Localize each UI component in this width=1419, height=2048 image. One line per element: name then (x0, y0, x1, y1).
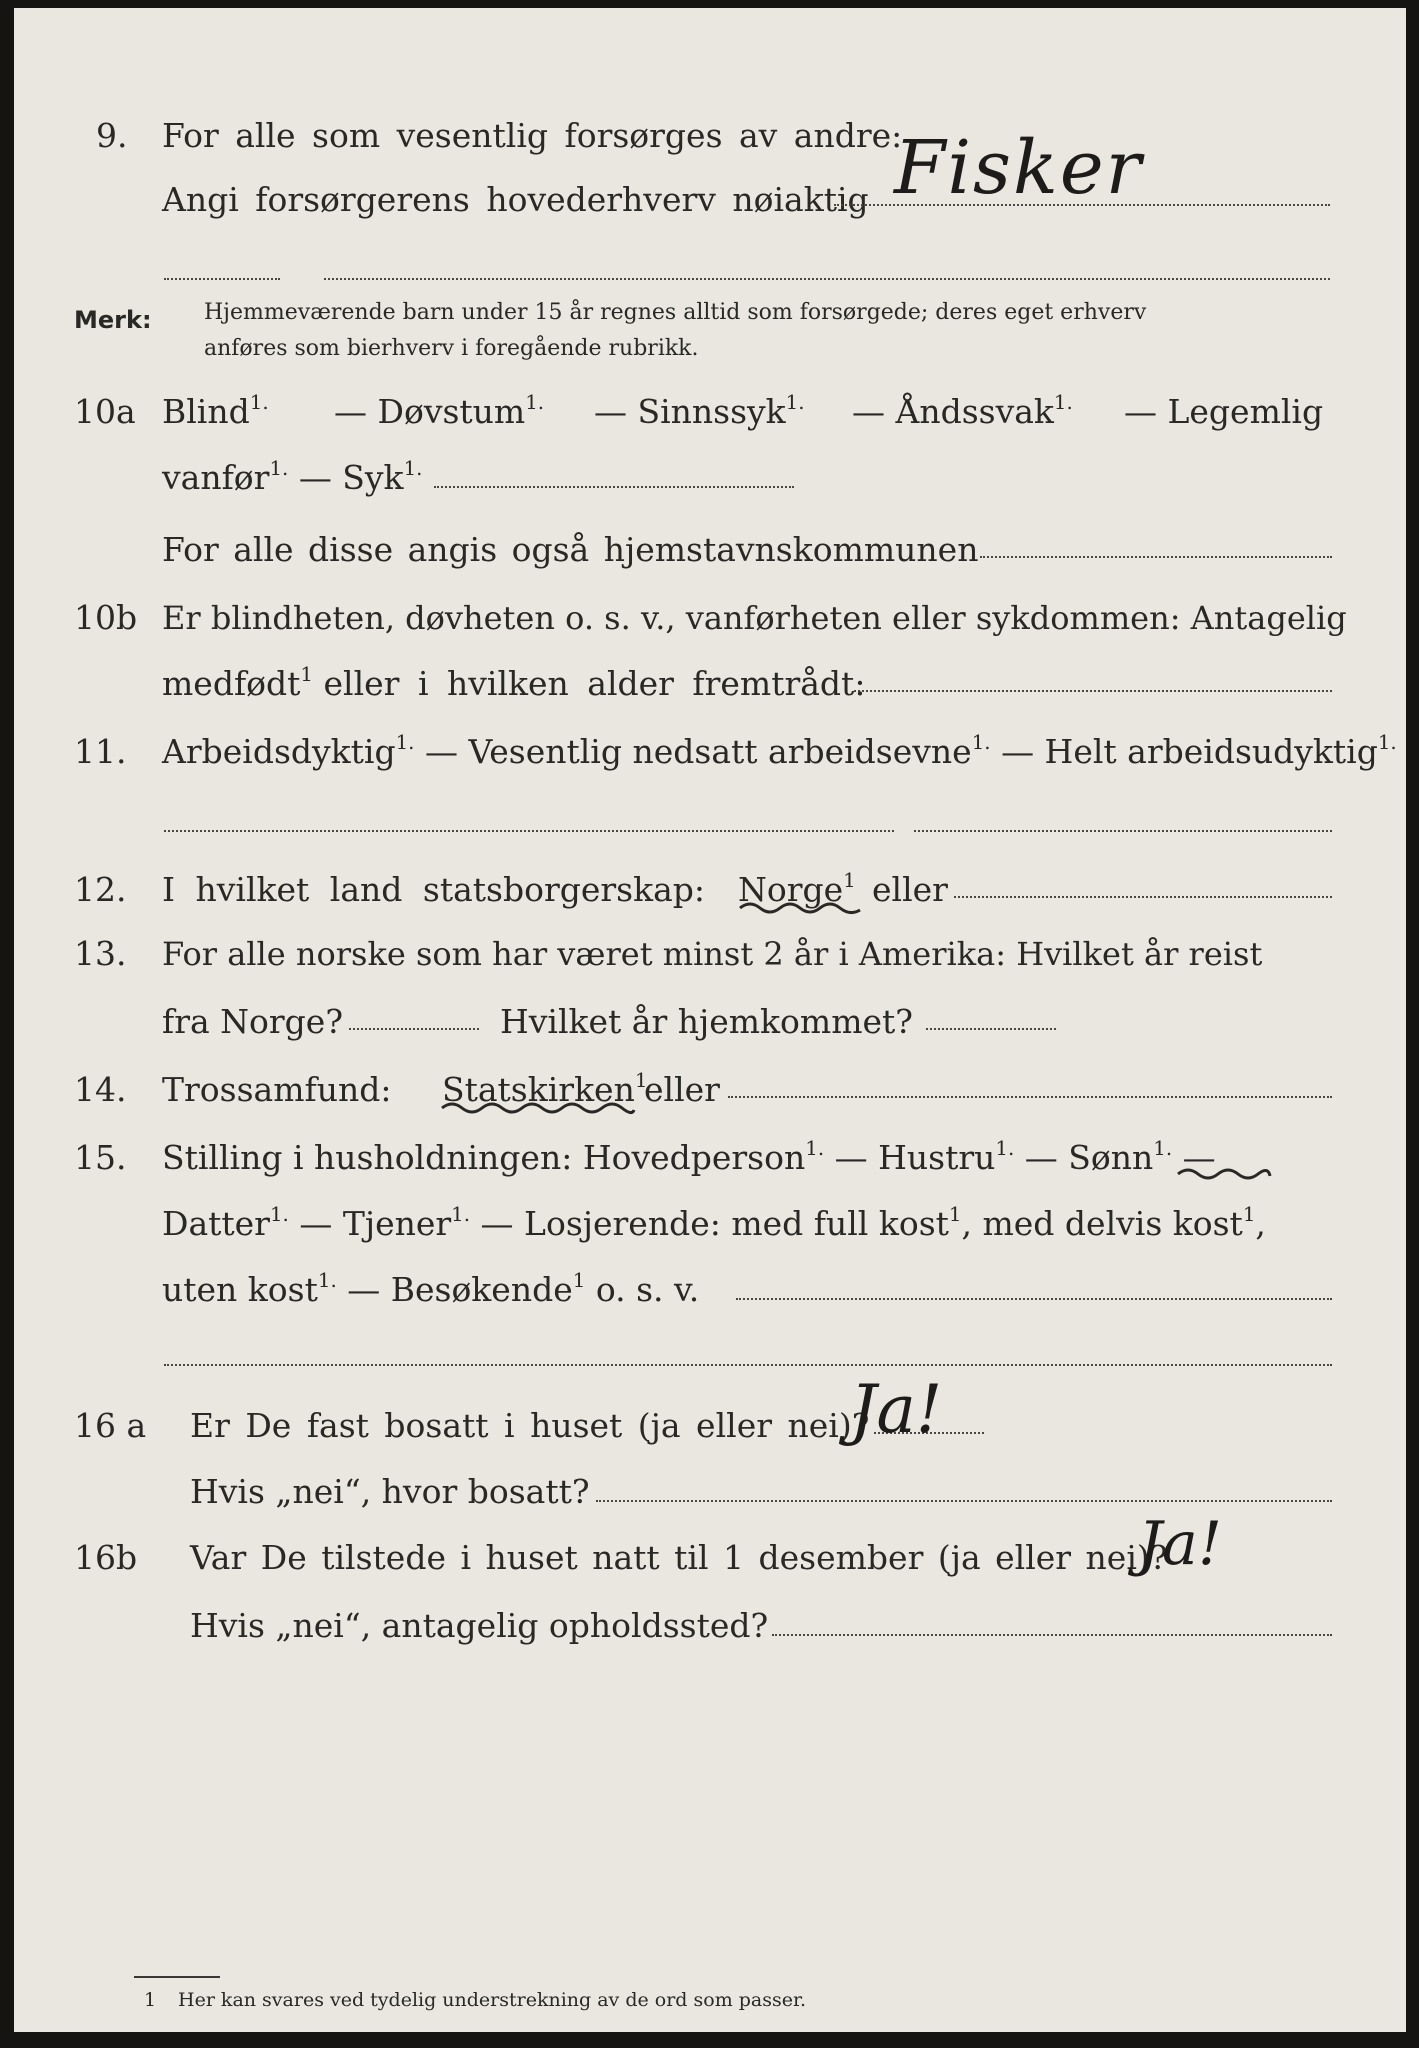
q16a-number: 16 a (74, 1406, 147, 1445)
q16a-handwritten-answer: Ja! (850, 1371, 943, 1448)
q10a-dovstum: — Døvstum$^{1.}$ (334, 391, 545, 431)
q14-eller: eller (644, 1070, 720, 1109)
q13-hjemkommet-line[interactable] (926, 1028, 1056, 1030)
q16a-line2: Hvis „nei“, hvor bosatt? (190, 1472, 590, 1511)
q16b-handwritten-answer: Ja! (1138, 1509, 1222, 1579)
q15-line2: Datter$^{1.}$ — Tjener$^{1.}$ — Losjerende: med full kost$^1$, med delvis kost$^1$, (162, 1203, 1266, 1243)
q12-text: I hvilket land statsborgerskap: (162, 870, 706, 909)
q14-number: 14. (74, 1070, 127, 1109)
footnote-rule (134, 1976, 220, 1978)
census-form-page (14, 8, 1406, 2032)
footnote-text: Her kan svares ved tydelig understrekning av de ord som passer. (178, 1989, 807, 2011)
q13-hjemkommet-label: Hvilket år hjemkommet? (500, 1002, 913, 1041)
q13-number: 13. (74, 934, 127, 973)
merk-line1: Hjemmeværende barn under 15 år regnes alltid som forsørgede; deres eget erhverv (204, 300, 1147, 325)
q15-sonn-underline (1174, 1164, 1274, 1184)
q11-number: 11. (74, 732, 127, 771)
q10a-sinnssyk: — Sinnssyk$^{1.}$ (594, 391, 805, 431)
q11-extra-line-b[interactable] (914, 830, 1332, 832)
q10a-line3: For alle disse angis også hjemstavnskommunen (162, 530, 979, 569)
q16a-line1: Er De fast bosatt i huset (ja eller nei)? (190, 1406, 870, 1445)
q15-line1: Stilling i husholdningen: Hovedperson$^{1.}$ — Hustru$^{1.}$ — Sønn$^{1.}$ — (162, 1137, 1216, 1177)
q16b-line1: Var De tilstede i huset natt til 1 desember (ja eller nei)? (190, 1538, 1168, 1577)
merk-line2: anføres som bierhverv i foregående rubrikk. (204, 336, 699, 361)
q9-line1: For alle som vesentlig forsørges av andre: (162, 116, 903, 155)
footnote-mark: 1 (144, 1989, 157, 2011)
q11-extra-line-a[interactable] (164, 830, 894, 832)
q16b-opholdssted-line[interactable] (772, 1634, 1332, 1636)
q14-statskirken: Statskirken$^1$ (442, 1069, 648, 1109)
q15-other-line[interactable] (736, 1298, 1332, 1300)
q10b-number: 10b (74, 598, 138, 637)
q12-other-country-line[interactable] (954, 896, 1332, 898)
q15-extra-line[interactable] (164, 1364, 1332, 1366)
q10a-syk-line[interactable] (434, 486, 794, 488)
q14-other-line[interactable] (728, 1096, 1332, 1098)
q9-number: 9. (96, 116, 128, 155)
q10b-line2: medfødt$^1$ eller i hvilken alder fremtrådt: (162, 663, 866, 703)
q13-line1: For alle norske som har været minst 2 år i Amerika: Hvilket år reist (162, 935, 1263, 973)
q10b-line1: Er blindheten, døvheten o. s. v., vanførheten eller sykdommen: Antagelig (162, 599, 1347, 637)
q14-label: Trossamfund: (162, 1070, 392, 1109)
q12-number: 12. (74, 870, 127, 909)
q12-norge: Norge$^1$ (738, 869, 856, 909)
q10a-number: 10a (74, 392, 136, 431)
q10a-legemlig: — Legemlig (1124, 392, 1324, 431)
q16a-bosatt-line[interactable] (596, 1500, 1332, 1502)
q10a-blind: Blind$^{1.}$ (162, 391, 269, 431)
q9-line2: Angi forsørgerens hovederhverv nøiaktig (162, 180, 869, 219)
q10a-line2: vanfør$^{1.}$ — Syk$^{1.}$ (162, 457, 423, 497)
q10a-andssvak: — Åndssvak$^{1.}$ (852, 391, 1073, 431)
q9-extra-line-a[interactable] (164, 278, 280, 280)
q13-reist-label: fra Norge? (162, 1002, 344, 1041)
q12-eller: eller (872, 870, 948, 909)
q16b-line2: Hvis „nei“, antagelig opholdssted? (190, 1606, 769, 1645)
q10a-hjemstavn-line[interactable] (980, 556, 1332, 558)
q9-extra-line-b[interactable] (324, 278, 1330, 280)
q9-handwritten-answer: Fisker (894, 125, 1143, 211)
q12-norge-underline (736, 898, 866, 920)
q13-reist-line[interactable] (349, 1028, 479, 1030)
q15-line3: uten kost$^{1.}$ — Besøkende$^1$ o. s. v. (162, 1269, 700, 1309)
q10b-alder-line[interactable] (854, 690, 1332, 692)
q16b-number: 16b (74, 1538, 138, 1577)
q14-statskirken-underline (438, 1098, 638, 1120)
merk-label: Merk: (74, 306, 152, 334)
q11-line1: Arbeidsdyktig$^{1.}$ — Vesentlig nedsatt arbeidsevne$^{1.}$ — Helt arbeidsudyktig$^{1.}$ (162, 731, 1397, 771)
q15-number: 15. (74, 1138, 127, 1177)
